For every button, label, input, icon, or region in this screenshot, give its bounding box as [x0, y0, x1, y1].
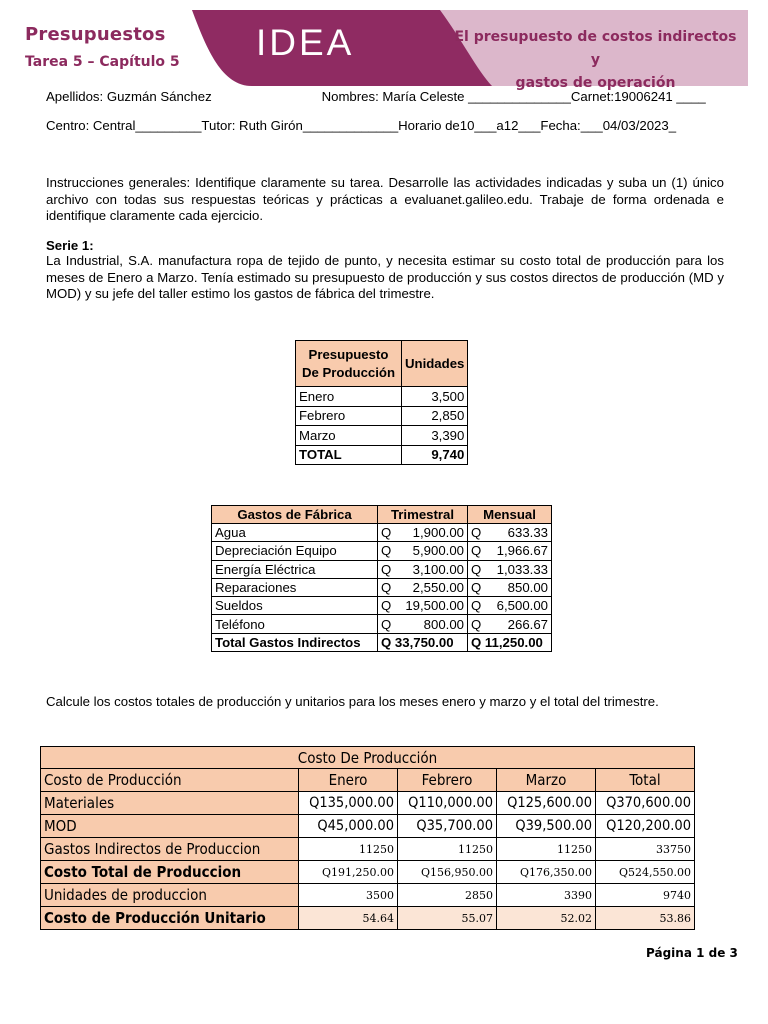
- month-cell: Enero: [296, 387, 402, 407]
- table-row: [212, 542, 552, 560]
- total-label: TOTAL: [296, 445, 402, 465]
- value-cell: 9740: [596, 884, 695, 907]
- table-row: [296, 387, 468, 407]
- table-header-row: [296, 341, 468, 387]
- row-label: MOD: [41, 815, 299, 838]
- table-row: [212, 578, 552, 596]
- mensual-cell: [468, 615, 552, 633]
- currency-symbol: Q: [471, 580, 482, 596]
- table-header-row: [212, 506, 552, 524]
- header-text: De Producción: [301, 364, 396, 380]
- table-row: [41, 861, 695, 884]
- trimestral-cell: [378, 542, 468, 560]
- currency-symbol: Q: [381, 598, 392, 614]
- table-row: [296, 426, 468, 446]
- currency-symbol: Q: [381, 580, 392, 596]
- header-cell: [296, 341, 402, 387]
- expense-item: Reparaciones: [212, 578, 378, 596]
- amount: 633.33: [507, 525, 548, 541]
- mensual-cell: [468, 524, 552, 542]
- value-cell: 33750: [596, 838, 695, 861]
- table-title: Costo De Producción: [41, 747, 695, 769]
- trimestral-cell: [378, 597, 468, 615]
- header-text: Presupuesto: [308, 346, 389, 362]
- row-label: Costo de Producción Unitario: [41, 907, 299, 930]
- header-left: [25, 24, 180, 70]
- header-cell: Unidades: [402, 341, 468, 387]
- header-cell: Febrero: [398, 769, 497, 792]
- idea-logo: IDEA: [256, 22, 355, 63]
- amount: 2,550.00: [412, 580, 464, 596]
- amount: 1,966.67: [496, 543, 548, 559]
- serie-heading: Serie 1:: [46, 238, 94, 253]
- value-cell: 3390: [497, 884, 596, 907]
- mensual-cell: [468, 560, 552, 578]
- value-cell: Q524,550.00: [596, 861, 695, 884]
- expense-item: Sueldos: [212, 597, 378, 615]
- value-cell: 2850: [398, 884, 497, 907]
- page-header: [0, 0, 768, 90]
- table-header-row: [41, 769, 695, 792]
- table-row: [41, 792, 695, 815]
- currency-symbol: Q: [381, 543, 392, 559]
- instructions: Instrucciones generales: Identifique claramente su tarea. Desarrolle las actividades indicadas y suba un (1) único archivo con todas sus respuestas teóricas y prácticas a evaluanet.galileo.edu. Trabaje de forma ordenada e identifique claramente cada ejercicio.: [46, 175, 724, 223]
- value-cell: Q39,500.00: [497, 815, 596, 838]
- topic-title-line1: El presupuesto de costos indirectos y: [454, 29, 737, 68]
- table-row: [41, 884, 695, 907]
- mensual-cell: [468, 542, 552, 560]
- amount: 5,900.00: [412, 543, 464, 559]
- value-cell: Q35,700.00: [398, 815, 497, 838]
- topic-title-line2: gastos de operación: [515, 75, 676, 91]
- units-cell: 3,390: [402, 426, 468, 446]
- total-units: 9,740: [402, 445, 468, 465]
- table-row: [296, 406, 468, 426]
- currency-symbol: Q: [381, 561, 392, 577]
- value-cell: Q370,600.00: [596, 792, 695, 815]
- value-cell: 54.64: [299, 907, 398, 930]
- amount: 1,900.00: [412, 525, 464, 541]
- assignment-subtitle: Tarea 5 – Capítulo 5: [25, 54, 180, 70]
- total-mensual: Q 11,250.00: [468, 633, 552, 651]
- value-cell: Q191,250.00: [299, 861, 398, 884]
- cost-production-table: [40, 746, 695, 930]
- student-info-line2: Centro: Central_________Tutor: Ruth Girón_____________Horario de10___a12___Fecha:___04/03/2023_: [46, 118, 677, 133]
- amount: 19,500.00: [405, 598, 464, 614]
- month-cell: Marzo: [296, 426, 402, 446]
- currency-symbol: Q: [471, 525, 482, 541]
- table-row: [41, 907, 695, 930]
- header-cell: Gastos de Fábrica: [212, 506, 378, 524]
- trimestral-cell: [378, 524, 468, 542]
- expense-item: Depreciación Equipo: [212, 542, 378, 560]
- factory-expenses-table: [211, 505, 552, 652]
- value-cell: Q125,600.00: [497, 792, 596, 815]
- header-cell: Total: [596, 769, 695, 792]
- row-label: Unidades de produccion: [41, 884, 299, 907]
- amount: 800.00: [423, 616, 464, 632]
- expense-item: Energía Eléctrica: [212, 560, 378, 578]
- currency-symbol: Q: [381, 525, 392, 541]
- header-cell: Marzo: [497, 769, 596, 792]
- currency-symbol: Q: [471, 561, 482, 577]
- table-row: [41, 838, 695, 861]
- question-text: Calcule los costos totales de producción y unitarios para los meses enero y marzo y el total del trimestre.: [46, 694, 659, 709]
- table-row: [212, 560, 552, 578]
- value-cell: 52.02: [497, 907, 596, 930]
- header-cell: Mensual: [468, 506, 552, 524]
- expense-item: Teléfono: [212, 615, 378, 633]
- table-title-row: [41, 747, 695, 769]
- table-row: [212, 597, 552, 615]
- total-trimestral: Q 33,750.00: [378, 633, 468, 651]
- currency-symbol: Q: [381, 616, 392, 632]
- serie-text: La Industrial, S.A. manufactura ropa de tejido de punto, y necesita estimar su costo total de producción para los meses de Enero a Marzo. Tenía estimado su presupuesto de producción y sus costos directos de producción (MD y MOD) y su jefe del taller estimo los gastos de fábrica del trimestre.: [46, 253, 724, 301]
- production-budget-table: [295, 340, 468, 465]
- trimestral-cell: [378, 578, 468, 596]
- value-cell: 11250: [299, 838, 398, 861]
- table-row: [212, 615, 552, 633]
- header-cell: Enero: [299, 769, 398, 792]
- value-cell: Q176,350.00: [497, 861, 596, 884]
- value-cell: 11250: [497, 838, 596, 861]
- currency-symbol: Q: [471, 543, 482, 559]
- topic-title: [448, 26, 743, 95]
- month-cell: Febrero: [296, 406, 402, 426]
- student-info-line1: Apellidos: Guzmán Sánchez Nombres: María Celeste ______________Carnet:19006241 ____: [46, 89, 706, 104]
- value-cell: 55.07: [398, 907, 497, 930]
- currency-symbol: Q: [471, 598, 482, 614]
- page-number: Página 1 de 3: [646, 946, 738, 960]
- value-cell: 3500: [299, 884, 398, 907]
- currency-symbol: Q: [471, 616, 482, 632]
- row-label: Costo Total de Produccion: [41, 861, 299, 884]
- course-title: Presupuestos: [25, 24, 166, 45]
- header-cell: Trimestral: [378, 506, 468, 524]
- value-cell: 53.86: [596, 907, 695, 930]
- header-cell: Costo de Producción: [41, 769, 299, 792]
- table-row: [212, 524, 552, 542]
- total-label: Total Gastos Indirectos: [212, 633, 378, 651]
- amount: 850.00: [507, 580, 548, 596]
- value-cell: Q156,950.00: [398, 861, 497, 884]
- units-cell: 2,850: [402, 406, 468, 426]
- factory-expenses-body: [212, 524, 552, 634]
- amount: 1,033.33: [496, 561, 548, 577]
- amount: 3,100.00: [412, 561, 464, 577]
- row-label: Materiales: [41, 792, 299, 815]
- mensual-cell: [468, 597, 552, 615]
- value-cell: Q45,000.00: [299, 815, 398, 838]
- row-label: Gastos Indirectos de Produccion: [41, 838, 299, 861]
- table-total-row: [296, 445, 468, 465]
- trimestral-cell: [378, 560, 468, 578]
- units-cell: 3,500: [402, 387, 468, 407]
- mensual-cell: [468, 578, 552, 596]
- amount: 6,500.00: [496, 598, 548, 614]
- value-cell: 11250: [398, 838, 497, 861]
- table-total-row: [212, 633, 552, 651]
- expense-item: Agua: [212, 524, 378, 542]
- table-row: [41, 815, 695, 838]
- value-cell: Q110,000.00: [398, 792, 497, 815]
- value-cell: Q120,200.00: [596, 815, 695, 838]
- cost-table-body: [41, 792, 695, 930]
- trimestral-cell: [378, 615, 468, 633]
- value-cell: Q135,000.00: [299, 792, 398, 815]
- amount: 266.67: [507, 616, 548, 632]
